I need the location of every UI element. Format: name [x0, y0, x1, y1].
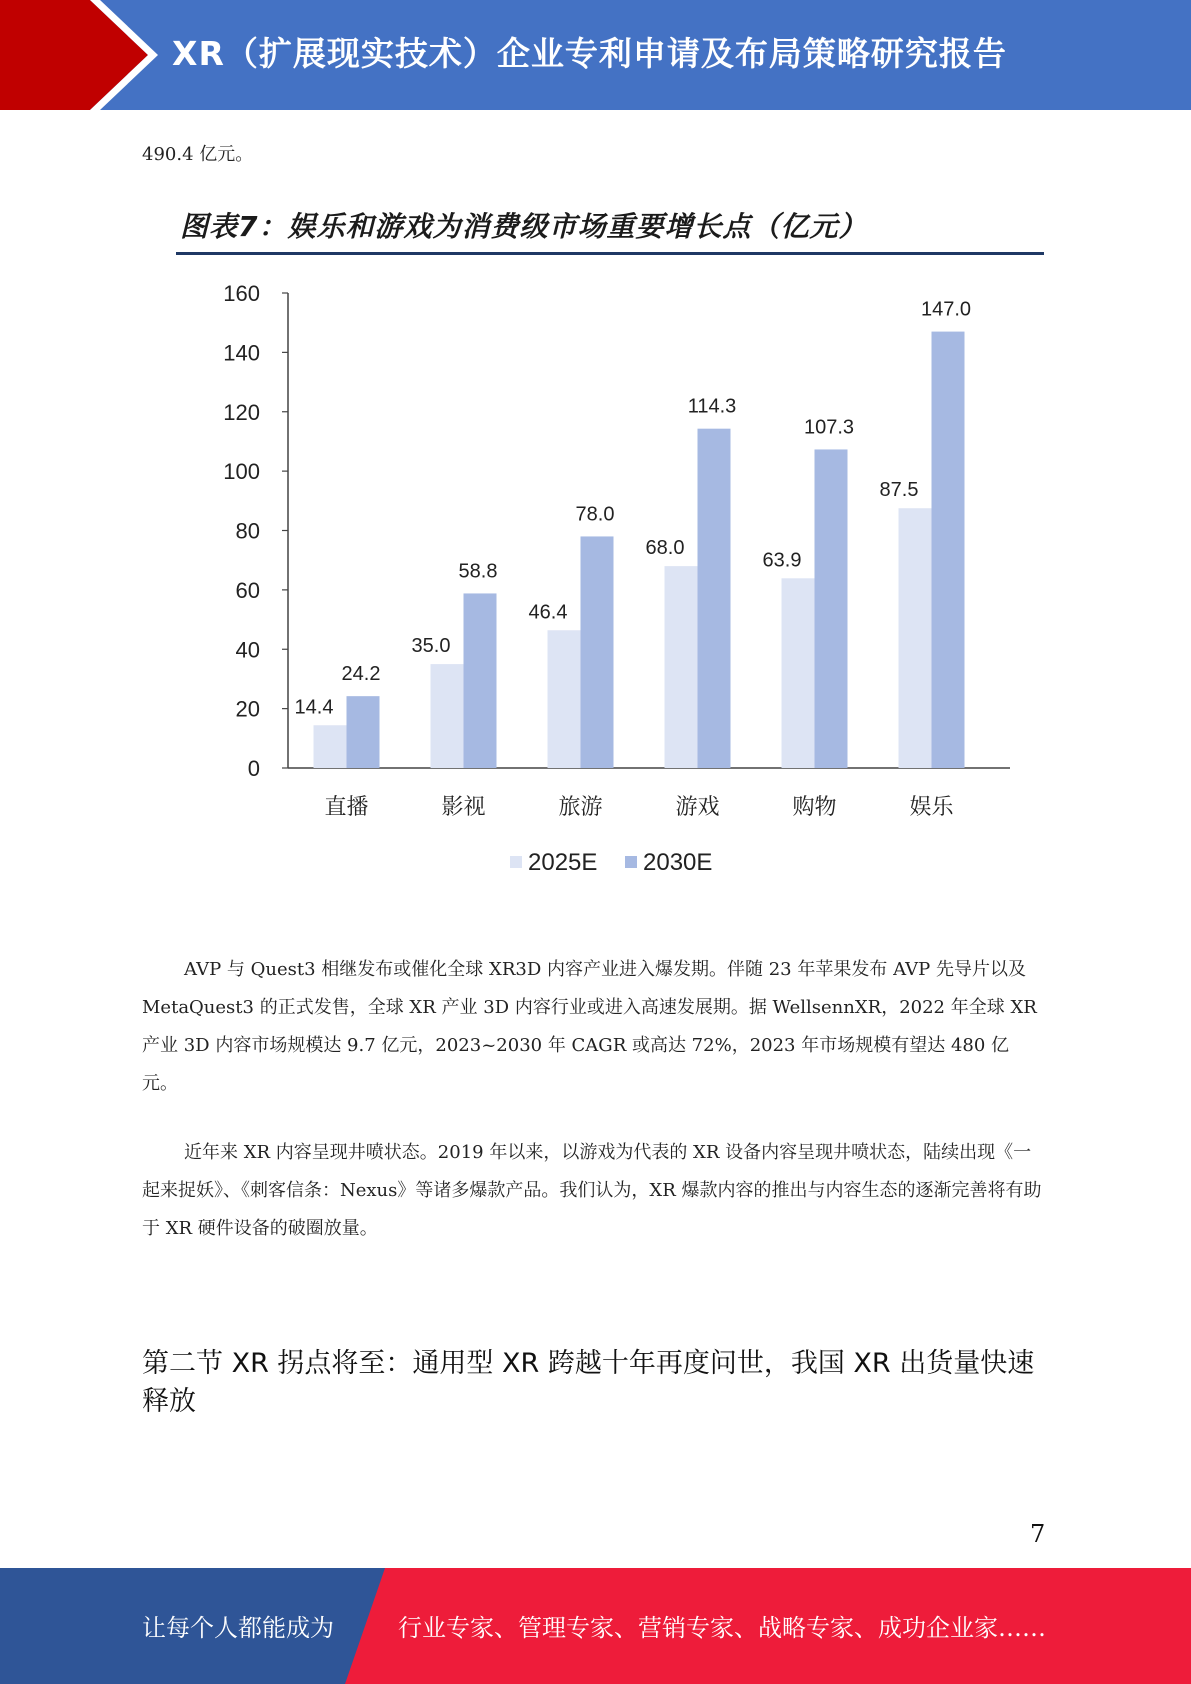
bar-2030e-4: [815, 449, 848, 768]
data-label: 147.0: [920, 298, 972, 321]
y-tick-label: 160: [223, 281, 260, 306]
section-title: 第二节 XR 拐点将至：通用型 XR 跨越十年再度问世，我国 XR 出货量快速释放: [142, 1348, 1035, 1417]
footer-slogan-left: 让每个人都能成为: [142, 1614, 334, 1642]
bar-2025e-5: [899, 508, 932, 768]
data-label: 63.9: [762, 549, 802, 572]
x-tick-label: 旅游: [558, 795, 603, 820]
data-label: 58.8: [458, 560, 498, 583]
page-header: [0, 0, 1191, 110]
bar-2030e-5: [932, 332, 965, 768]
y-tick-label: 20: [235, 696, 260, 722]
y-tick-label: 120: [223, 399, 260, 425]
report-title: XR（扩展现实技术）企业专利申请及布局策略研究报告: [172, 34, 1007, 73]
x-tick-label: 影视: [441, 795, 486, 820]
y-tick-label: 40: [235, 637, 260, 663]
bar-2030e-1: [464, 593, 497, 768]
y-tick-label: 80: [235, 518, 260, 544]
y-tick-label: 140: [223, 340, 260, 366]
bar-2030e-3: [698, 429, 731, 768]
y-tick-label: 60: [235, 577, 260, 603]
data-label: 35.0: [411, 635, 451, 658]
legend-label: 2030E: [643, 849, 713, 876]
paragraph-xr-content: 近年来 XR 内容呈现井喷状态。2019 年以来，以游戏为代表的 XR 设备内容呈现井喷状态，陆续出现《一起来捉妖》、《刺客信条：Nexus》等诸多爆款产品。我们认为，XR 爆款内容的推出与内容生态的逐渐完善将有助于 XR 硬件设备的破圈放量。: [142, 1142, 1042, 1239]
data-label: 68.0: [645, 537, 685, 560]
chart-figure: [140, 195, 1050, 895]
data-label: 114.3: [687, 395, 737, 418]
page-number: 7: [1030, 1520, 1046, 1548]
bar-2025e-2: [548, 630, 581, 768]
x-tick-label: 直播: [324, 795, 369, 820]
bar-2030e-0: [347, 696, 380, 768]
bar-2025e-0: [314, 725, 347, 768]
bar-chart: [140, 195, 1050, 895]
legend-label: 2025E: [528, 849, 598, 876]
data-label: 14.4: [294, 696, 334, 719]
x-tick-label: 游戏: [675, 795, 720, 820]
chart-title: 图表7：娱乐和游戏为消费级市场重要增长点（亿元）: [180, 210, 868, 243]
y-tick-label: 100: [223, 459, 260, 485]
data-label: 78.0: [575, 503, 615, 526]
header-chevron-decoration: [0, 0, 180, 110]
footer-slogan-right: 行业专家、管理专家、营销专家、战略专家、成功企业家……: [398, 1614, 1046, 1642]
x-tick-label: 娱乐: [909, 795, 954, 820]
bar-2030e-2: [581, 536, 614, 768]
bar-2025e-3: [665, 566, 698, 768]
x-tick-label: 购物: [792, 795, 837, 820]
bar-2025e-1: [431, 664, 464, 768]
data-label: 24.2: [341, 663, 381, 686]
data-label: 107.3: [803, 416, 855, 439]
bar-2025e-4: [782, 578, 815, 768]
page-footer: [0, 1568, 1191, 1684]
data-label: 46.4: [528, 601, 568, 624]
intro-line: 490.4 亿元。: [142, 144, 254, 165]
paragraph-avp-quest3: AVP 与 Quest3 相继发布或催化全球 XR3D 内容产业进入爆发期。伴随 23 年苹果发布 AVP 先导片以及 MetaQuest3 的正式发售，全球 XR 产业 3D 内容行业或进入高速发展期。据 WellsennXR，2022 年全球 XR 产业 3D 内容市场规模达 9.7 亿元，2023~2030 年 CAGR 或高达 72%，2023 年市场规模有望达 480 亿元。: [142, 959, 1037, 1094]
y-tick-label: 0: [247, 756, 260, 781]
legend-swatch-2030e: [625, 856, 637, 868]
data-label: 87.5: [879, 479, 919, 502]
legend-swatch-2025e: [510, 856, 522, 868]
